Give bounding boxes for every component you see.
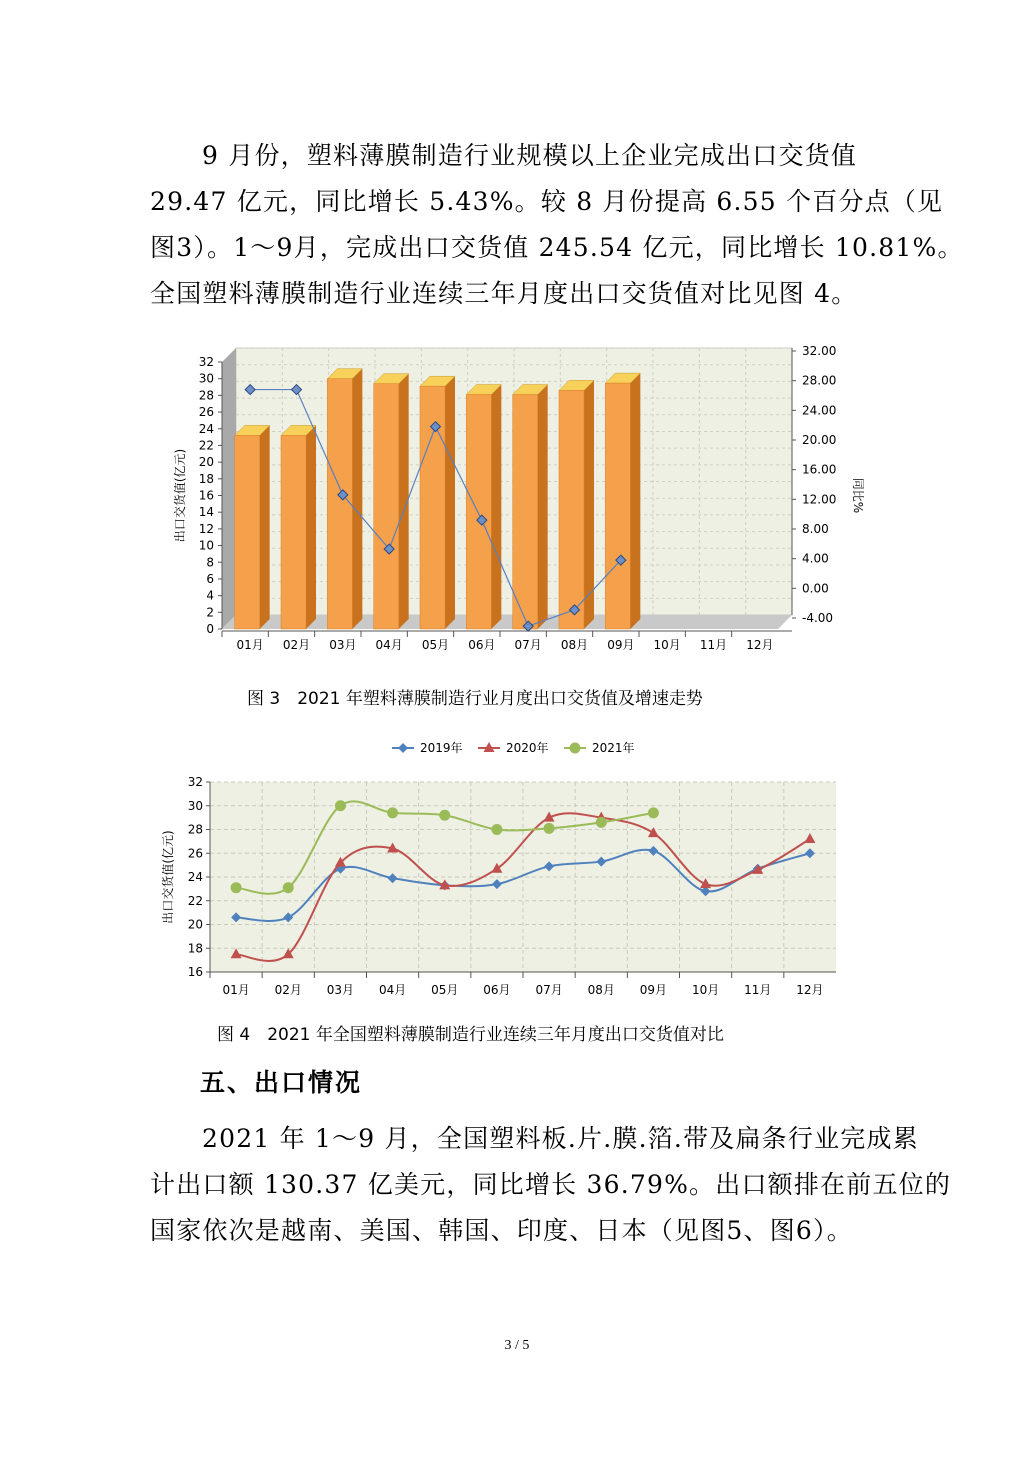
x-tick-label: 08月 bbox=[587, 983, 615, 997]
bar-side bbox=[491, 385, 501, 629]
left-tick-label: 24 bbox=[198, 421, 214, 436]
paragraph-1-line: 9 月份，塑料薄膜制造行业规模以上企业完成出口交货值 bbox=[202, 141, 858, 170]
paragraph-1-line: 29.47 亿元，同比增长 5.43%。较 8 月份提高 6.55 个百分点（见 bbox=[150, 187, 944, 216]
right-tick-label: 32.00 bbox=[802, 344, 837, 358]
left-tick-label: 0 bbox=[206, 622, 214, 636]
x-tick-label: 04月 bbox=[378, 983, 407, 997]
series-marker bbox=[387, 807, 398, 818]
y-tick-label: 20 bbox=[187, 917, 203, 932]
x-tick-label: 07月 bbox=[514, 638, 542, 652]
series-marker bbox=[491, 824, 502, 835]
series-marker bbox=[439, 810, 450, 821]
left-tick-label: 6 bbox=[206, 571, 214, 586]
bar bbox=[513, 385, 548, 629]
bar-side bbox=[445, 376, 455, 629]
right-tick-label: 0.00 bbox=[802, 581, 829, 596]
figure-3-chart bbox=[160, 340, 880, 665]
legend-item bbox=[392, 740, 463, 755]
x-tick-label: 05月 bbox=[431, 983, 459, 997]
left-tick-label: 12 bbox=[198, 521, 214, 536]
left-tick-label: 10 bbox=[198, 538, 214, 553]
x-tick-label: 11月 bbox=[699, 638, 728, 652]
bar-front bbox=[605, 383, 630, 629]
bar-side bbox=[584, 380, 594, 629]
left-tick-label: 18 bbox=[198, 471, 214, 486]
y-axis-title: 出口交货值(亿元) bbox=[161, 830, 175, 924]
x-tick-label: 12月 bbox=[746, 638, 774, 652]
paragraph-1-line: 全国塑料薄膜制造行业连续三年月度出口交货值对比见图 4。 bbox=[150, 279, 858, 308]
series-marker bbox=[648, 807, 659, 818]
y-tick-label: 22 bbox=[187, 893, 203, 908]
right-tick-label: 28.00 bbox=[802, 373, 837, 388]
series-marker bbox=[283, 882, 294, 893]
left-tick-label: 30 bbox=[198, 371, 214, 386]
x-tick-label: 09月 bbox=[607, 638, 635, 652]
right-tick-label: 24.00 bbox=[802, 403, 837, 418]
series-marker bbox=[544, 823, 555, 834]
x-tick-label: 08月 bbox=[560, 638, 589, 652]
bar-side bbox=[538, 385, 548, 629]
series-marker bbox=[596, 817, 607, 828]
x-tick-label: 10月 bbox=[691, 983, 720, 997]
series-marker bbox=[231, 882, 242, 893]
series-marker bbox=[570, 743, 581, 754]
left-tick-label: 14 bbox=[198, 505, 214, 520]
bar-front bbox=[235, 435, 260, 629]
legend-item bbox=[478, 740, 549, 755]
left-tick-label: 2 bbox=[206, 605, 214, 620]
bar-side bbox=[306, 425, 316, 629]
left-tick-label: 26 bbox=[198, 405, 214, 420]
x-tick-label: 12月 bbox=[796, 983, 824, 997]
bar bbox=[374, 374, 409, 629]
bar-front bbox=[327, 379, 352, 629]
y-tick-label: 26 bbox=[187, 846, 203, 861]
bar bbox=[235, 425, 270, 629]
series-marker bbox=[335, 800, 346, 811]
y-tick-label: 16 bbox=[187, 965, 203, 979]
right-tick-label: 8.00 bbox=[802, 522, 829, 536]
paragraph-2-line: 国家依次是越南、美国、韩国、印度、日本（见图5、图6）。 bbox=[150, 1216, 853, 1245]
y-tick-label: 28 bbox=[187, 822, 203, 837]
legend-item bbox=[564, 740, 635, 755]
right-tick-label: -4.00 bbox=[802, 611, 834, 625]
x-tick-label: 11月 bbox=[744, 983, 772, 997]
y-tick-label: 30 bbox=[187, 798, 203, 813]
legend-label: 2019年 bbox=[420, 741, 463, 755]
bar bbox=[327, 369, 362, 629]
plot-side-wall bbox=[222, 348, 236, 629]
y-tick-label: 18 bbox=[187, 941, 203, 956]
paragraph-2-line: 计出口额 130.37 亿美元，同比增长 36.79%。出口额排在前五位的 bbox=[150, 1170, 952, 1199]
figure-4-caption: 图 4 2021 年全国塑料薄膜制造行业连续三年月度出口交货值对比 bbox=[217, 1025, 724, 1045]
bar-front bbox=[513, 395, 538, 629]
figure-3-caption: 图 3 2021 年塑料薄膜制造行业月度出口交货值及增速走势 bbox=[247, 689, 703, 709]
right-tick-label: 4.00 bbox=[802, 551, 829, 566]
x-tick-label: 06月 bbox=[483, 983, 511, 997]
bar bbox=[281, 425, 316, 629]
y-tick-label: 24 bbox=[187, 870, 203, 884]
paragraph-2 bbox=[150, 1116, 952, 1254]
x-tick-label: 09月 bbox=[639, 983, 668, 997]
bar-front bbox=[420, 386, 445, 629]
bar bbox=[466, 385, 501, 629]
bar-side bbox=[260, 425, 270, 629]
left-tick-label: 32 bbox=[198, 355, 214, 369]
y2-axis-title: 同比% bbox=[851, 477, 865, 514]
left-tick-label: 16 bbox=[198, 488, 214, 503]
bar-front bbox=[281, 435, 306, 629]
x-tick-label: 04月 bbox=[375, 638, 403, 652]
bar-side bbox=[630, 373, 640, 629]
legend-label: 2020年 bbox=[506, 741, 549, 755]
bar bbox=[559, 380, 594, 629]
x-tick-label: 10月 bbox=[653, 638, 681, 652]
left-tick-label: 20 bbox=[198, 455, 214, 470]
bar bbox=[605, 373, 640, 629]
x-tick-label: 07月 bbox=[535, 983, 563, 997]
right-tick-label: 12.00 bbox=[802, 492, 837, 507]
page-number: 3 / 5 bbox=[504, 1338, 530, 1353]
left-tick-label: 28 bbox=[198, 388, 214, 403]
x-tick-label: 02月 bbox=[282, 638, 311, 652]
paragraph-1 bbox=[150, 133, 964, 317]
x-tick-label: 01月 bbox=[222, 983, 250, 997]
left-tick-label: 22 bbox=[198, 438, 214, 453]
x-tick-label: 05月 bbox=[421, 638, 450, 652]
x-tick-label: 03月 bbox=[326, 983, 355, 997]
x-tick-label: 02月 bbox=[274, 983, 302, 997]
figure-4-chart bbox=[150, 732, 870, 1012]
left-tick-label: 8 bbox=[206, 555, 214, 570]
bar-front bbox=[374, 384, 399, 629]
series-marker bbox=[398, 743, 408, 753]
y-tick-label: 32 bbox=[187, 775, 203, 789]
x-tick-label: 06月 bbox=[468, 638, 496, 652]
left-tick-label: 4 bbox=[206, 588, 214, 603]
y-axis-title: 出口交货值(亿元) bbox=[173, 448, 187, 543]
x-tick-label: 01月 bbox=[236, 638, 264, 652]
bar-front bbox=[466, 395, 491, 629]
bar bbox=[420, 376, 455, 629]
right-tick-label: 16.00 bbox=[802, 462, 837, 477]
section-heading: 五、出口情况 bbox=[200, 1068, 363, 1097]
paragraph-1-line: 图3）。1～9月，完成出口交货值 245.54 亿元，同比增长 10.81%。 bbox=[150, 233, 964, 262]
paragraph-2-line: 2021 年 1～9 月，全国塑料板.片.膜.箔.带及扁条行业完成累 bbox=[202, 1124, 919, 1153]
bar-front bbox=[559, 390, 584, 629]
legend-label: 2021年 bbox=[592, 741, 635, 755]
x-tick-label: 03月 bbox=[329, 638, 357, 652]
bar-side bbox=[352, 369, 362, 629]
right-tick-label: 20.00 bbox=[802, 433, 837, 447]
